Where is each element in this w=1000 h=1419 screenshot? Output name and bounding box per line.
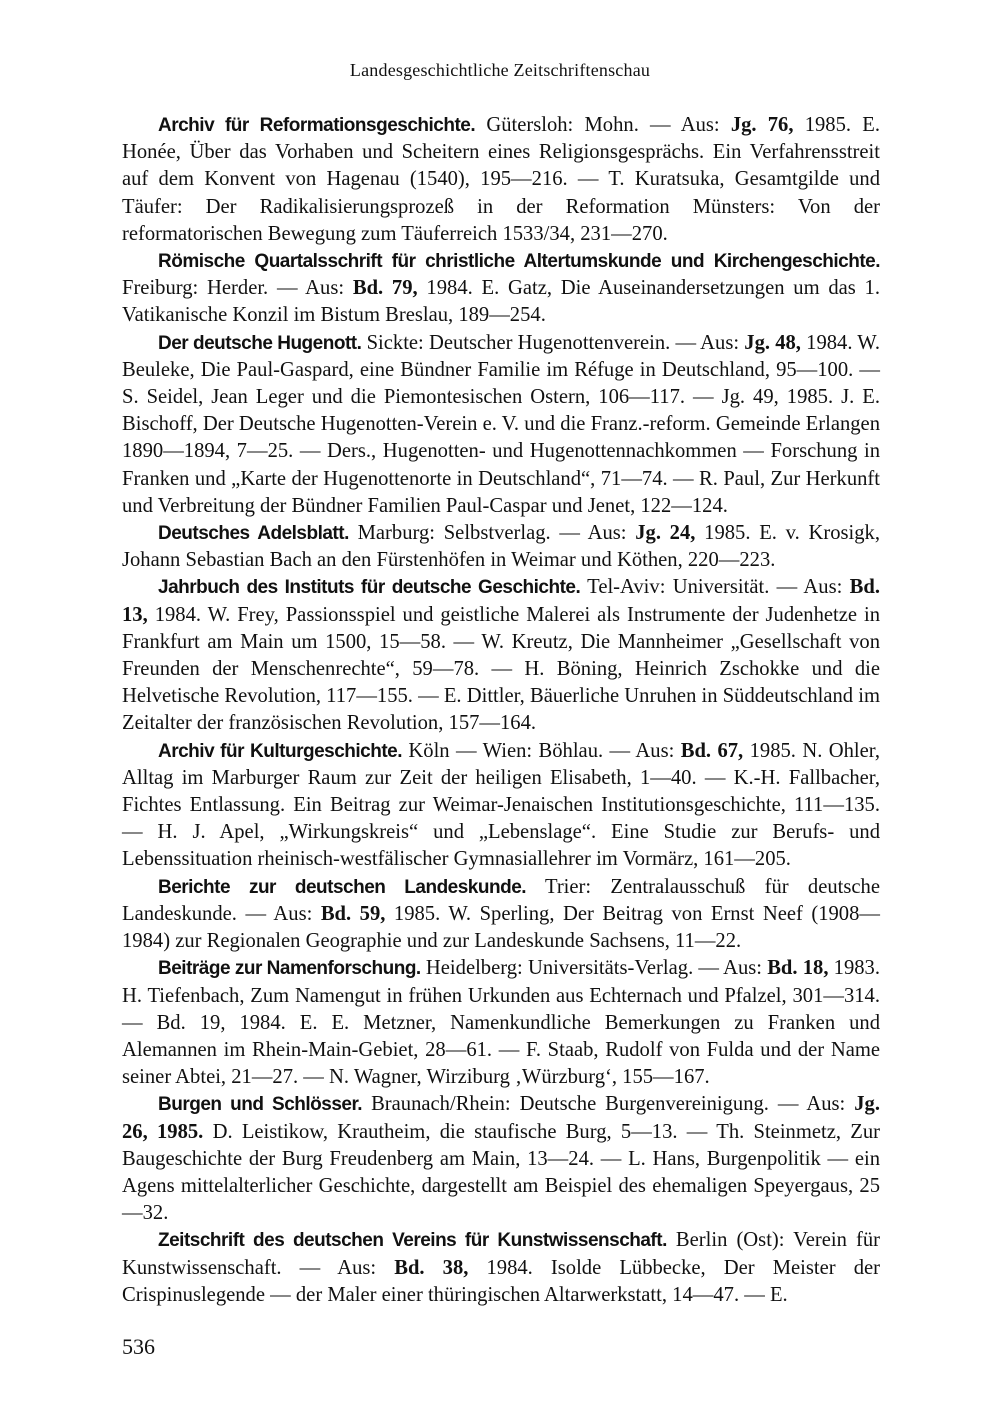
journal-title: Archiv für Kulturgeschichte. [158, 740, 402, 762]
entry-text: D. Leistikow, Krautheim, die staufische Burg, 5—13. — Th. Steinmetz, Zur Baugeschichte der Burg Freudenberg am Main, 13—24. — L. Hans, Burgenpolitik — ein Agens mittelalterlicher Geschichte, dargestellt am Beispiel des ehemaligen Speyergaus, 25—32. [122, 1120, 880, 1225]
entry-text: 1985. W. Sperling, Der Beitrag von Ernst Neef (1908—1984) zur Regionalen Geographie und zur Landeskunde Sachsens, 11—22. [122, 902, 880, 953]
volume-label: Bd. 67, [680, 739, 744, 762]
publisher-info: Trier: Zentralausschuß für deutsche Landeskunde. — Aus: [122, 875, 880, 925]
journal-title: Burgen und Schlösser. [158, 1094, 363, 1116]
publisher-info: Gütersloh: Mohn. — Aus: [475, 114, 731, 136]
entry-text: 1985. E. v. Krosigk, Johann Sebastian Bach an den Fürstenhöfen in Weimar und Köthen, 220—223. [122, 522, 881, 572]
volume-label: Bd. 79, [352, 277, 418, 300]
journal-entry [122, 112, 880, 248]
publisher-info: Tel-Aviv: Universität. — Aus: [580, 576, 850, 599]
entry-text: 1984. W. Beuleke, Die Paul-Gaspard, eine Bündner Familie im Réfuge in Deutschland, 95—100. — S. Seidel, Jean Leger und die Piemontesischen Ostern, 106—117. — Jg. 49, 1985. J. E. Bischoff, Der Deutsche Hugenotten-Verein e. V. und die Franz.-reform. Gemeinde Erlangen 1890—1894, 7—25. — Ders., Hugenotten- und Hugenottennachkommen — Forschung in Franken und „Karte der Hugenottenorte in Deutschland“, 71—74. — R. Paul, Zur Herkunft und Verbreitung der Bündner Familien Paul-Caspar und Jenet, 122—124. [122, 331, 880, 517]
journal-entry [122, 1227, 880, 1309]
entry-text: 1984. Isolde Lübbecke, Der Meister der Crispinuslegende — der Maler einer thüringischen Altarwerkstatt, 14—47. — E. [122, 1256, 880, 1306]
journal-title: Deutsches Adelsblatt. [158, 523, 349, 545]
volume-label: Jg. 26, 1985. [122, 1093, 880, 1143]
journal-title: Berichte zur deutschen Landeskunde. [158, 876, 527, 898]
journal-entry [122, 738, 880, 874]
volume-label: Bd. 18, [767, 957, 829, 980]
journal-entry [122, 1091, 880, 1227]
journal-entry [122, 520, 880, 574]
volume-label: Bd. 38, [394, 1256, 469, 1279]
entry-text: 1985. E. Honée, Über das Vorhaben und Scheitern eines Religionsgesprächs. Ein Verfahrensstreit auf dem Konvent von Hagenau (1540), 195—216. — T. Kuratsuka, Gesamtgilde und Täufer: Der Radikalisierungsprozeß in der Reformation Münsters: Von der reformatorischen Bewegung zum Täuferreich 1533/34, 231—270. [122, 114, 880, 245]
volume-label: Jg. 48, [744, 331, 801, 354]
journal-entry [122, 955, 880, 1091]
running-header: Landesgeschichtliche Zeitschriftenschau [349, 60, 651, 80]
journal-review-list [122, 112, 880, 1309]
journal-title: Zeitschrift des deutschen Vereins für Kunstwissenschaft. [158, 1230, 667, 1252]
entry-text: 1984. E. Gatz, Die Auseinandersetzungen um das 1. Vatikanische Konzil im Bistum Breslau, 189—254. [122, 277, 881, 327]
journal-title: Der deutsche Hugenott. [158, 332, 362, 354]
publisher-info: Köln — Wien: Böhlau. — Aus: [402, 739, 681, 762]
publisher-info: Sickte: Deutscher Hugenottenverein. — Aus: [361, 331, 745, 354]
publisher-info: Berlin (Ost): Verein für Kunstwissenschaft. — Aus: [122, 1229, 880, 1279]
publisher-info: Freiburg: Herder. — Aus: [122, 277, 353, 300]
journal-title: Römische Quartalsschrift für christliche Altertumskunde und Kirchengeschichte. [158, 251, 880, 273]
journal-entry [122, 248, 880, 330]
volume-label: Jg. 24, [635, 522, 696, 545]
entry-text: 1984. W. Frey, Passionsspiel und geistliche Malerei als Instrumente der Judenhetze in Frankfurt am Main um 1500, 15—58. — W. Kreutz, Die Mannheimer „Gesellschaft von Freunden der Menschenrechte“, 59—78. — H. Böning, Heinrich Zschokke und die Helvetische Revolution, 117—155. — E. Dittler, Bäuerliche Unruhen in Süddeutschland im Zeitalter der französischen Revolution, 157—164. [122, 603, 880, 735]
journal-title: Jahrbuch des Instituts für deutsche Geschichte. [158, 577, 581, 599]
journal-title: Archiv für Reformationsgeschichte. [158, 115, 476, 136]
entry-text: 1985. N. Ohler, Alltag im Marburger Raum zur Zeit der heiligen Elisabeth, 1—40. — K.-H. Fallbacher, Fichtes Entlassung. Ein Beitrag zur Weimar-Jenaischen Institutionsgeschichte, 111—135. — H. J. Apel, „Wirkungskreis“ und „Lebenslage“. Eine Studie zur Berufs- und Lebenssituation rheinisch-westfälischer Gymnasiallehrer im Vormärz, 161—205. [122, 739, 880, 871]
volume-label: Jg. 76, [730, 114, 794, 136]
page-number: 536 [122, 1334, 155, 1359]
journal-title: Beiträge zur Namenforschung. [158, 958, 421, 980]
journal-entry [122, 574, 880, 737]
publisher-info: Braunach/Rhein: Deutsche Burgenvereinigung. — Aus: [362, 1093, 855, 1116]
volume-label: Bd. 59, [320, 902, 386, 925]
volume-label: Bd. 13, [122, 576, 880, 626]
entry-text: 1983. H. Tiefenbach, Zum Namengut in frühen Urkunden aus Echternach und Pfalzel, 301—314. — Bd. 19, 1984. E. E. Metzner, Namenkundliche Bemerkungen zu Franken und Alemannen im Rhein-Main-Gebiet, 28—61. — F. Staab, Rudolf von Fulda und der Name seiner Abtei, 21—27. — N. Wagner, Wirziburg ‚Würzburg‘, 155—167. [122, 957, 881, 1089]
publisher-info: Marburg: Selbstverlag. — Aus: [348, 522, 636, 545]
journal-entry [122, 330, 880, 520]
publisher-info: Heidelberg: Universitäts-Verlag. — Aus: [420, 957, 768, 980]
journal-entry [122, 874, 880, 956]
